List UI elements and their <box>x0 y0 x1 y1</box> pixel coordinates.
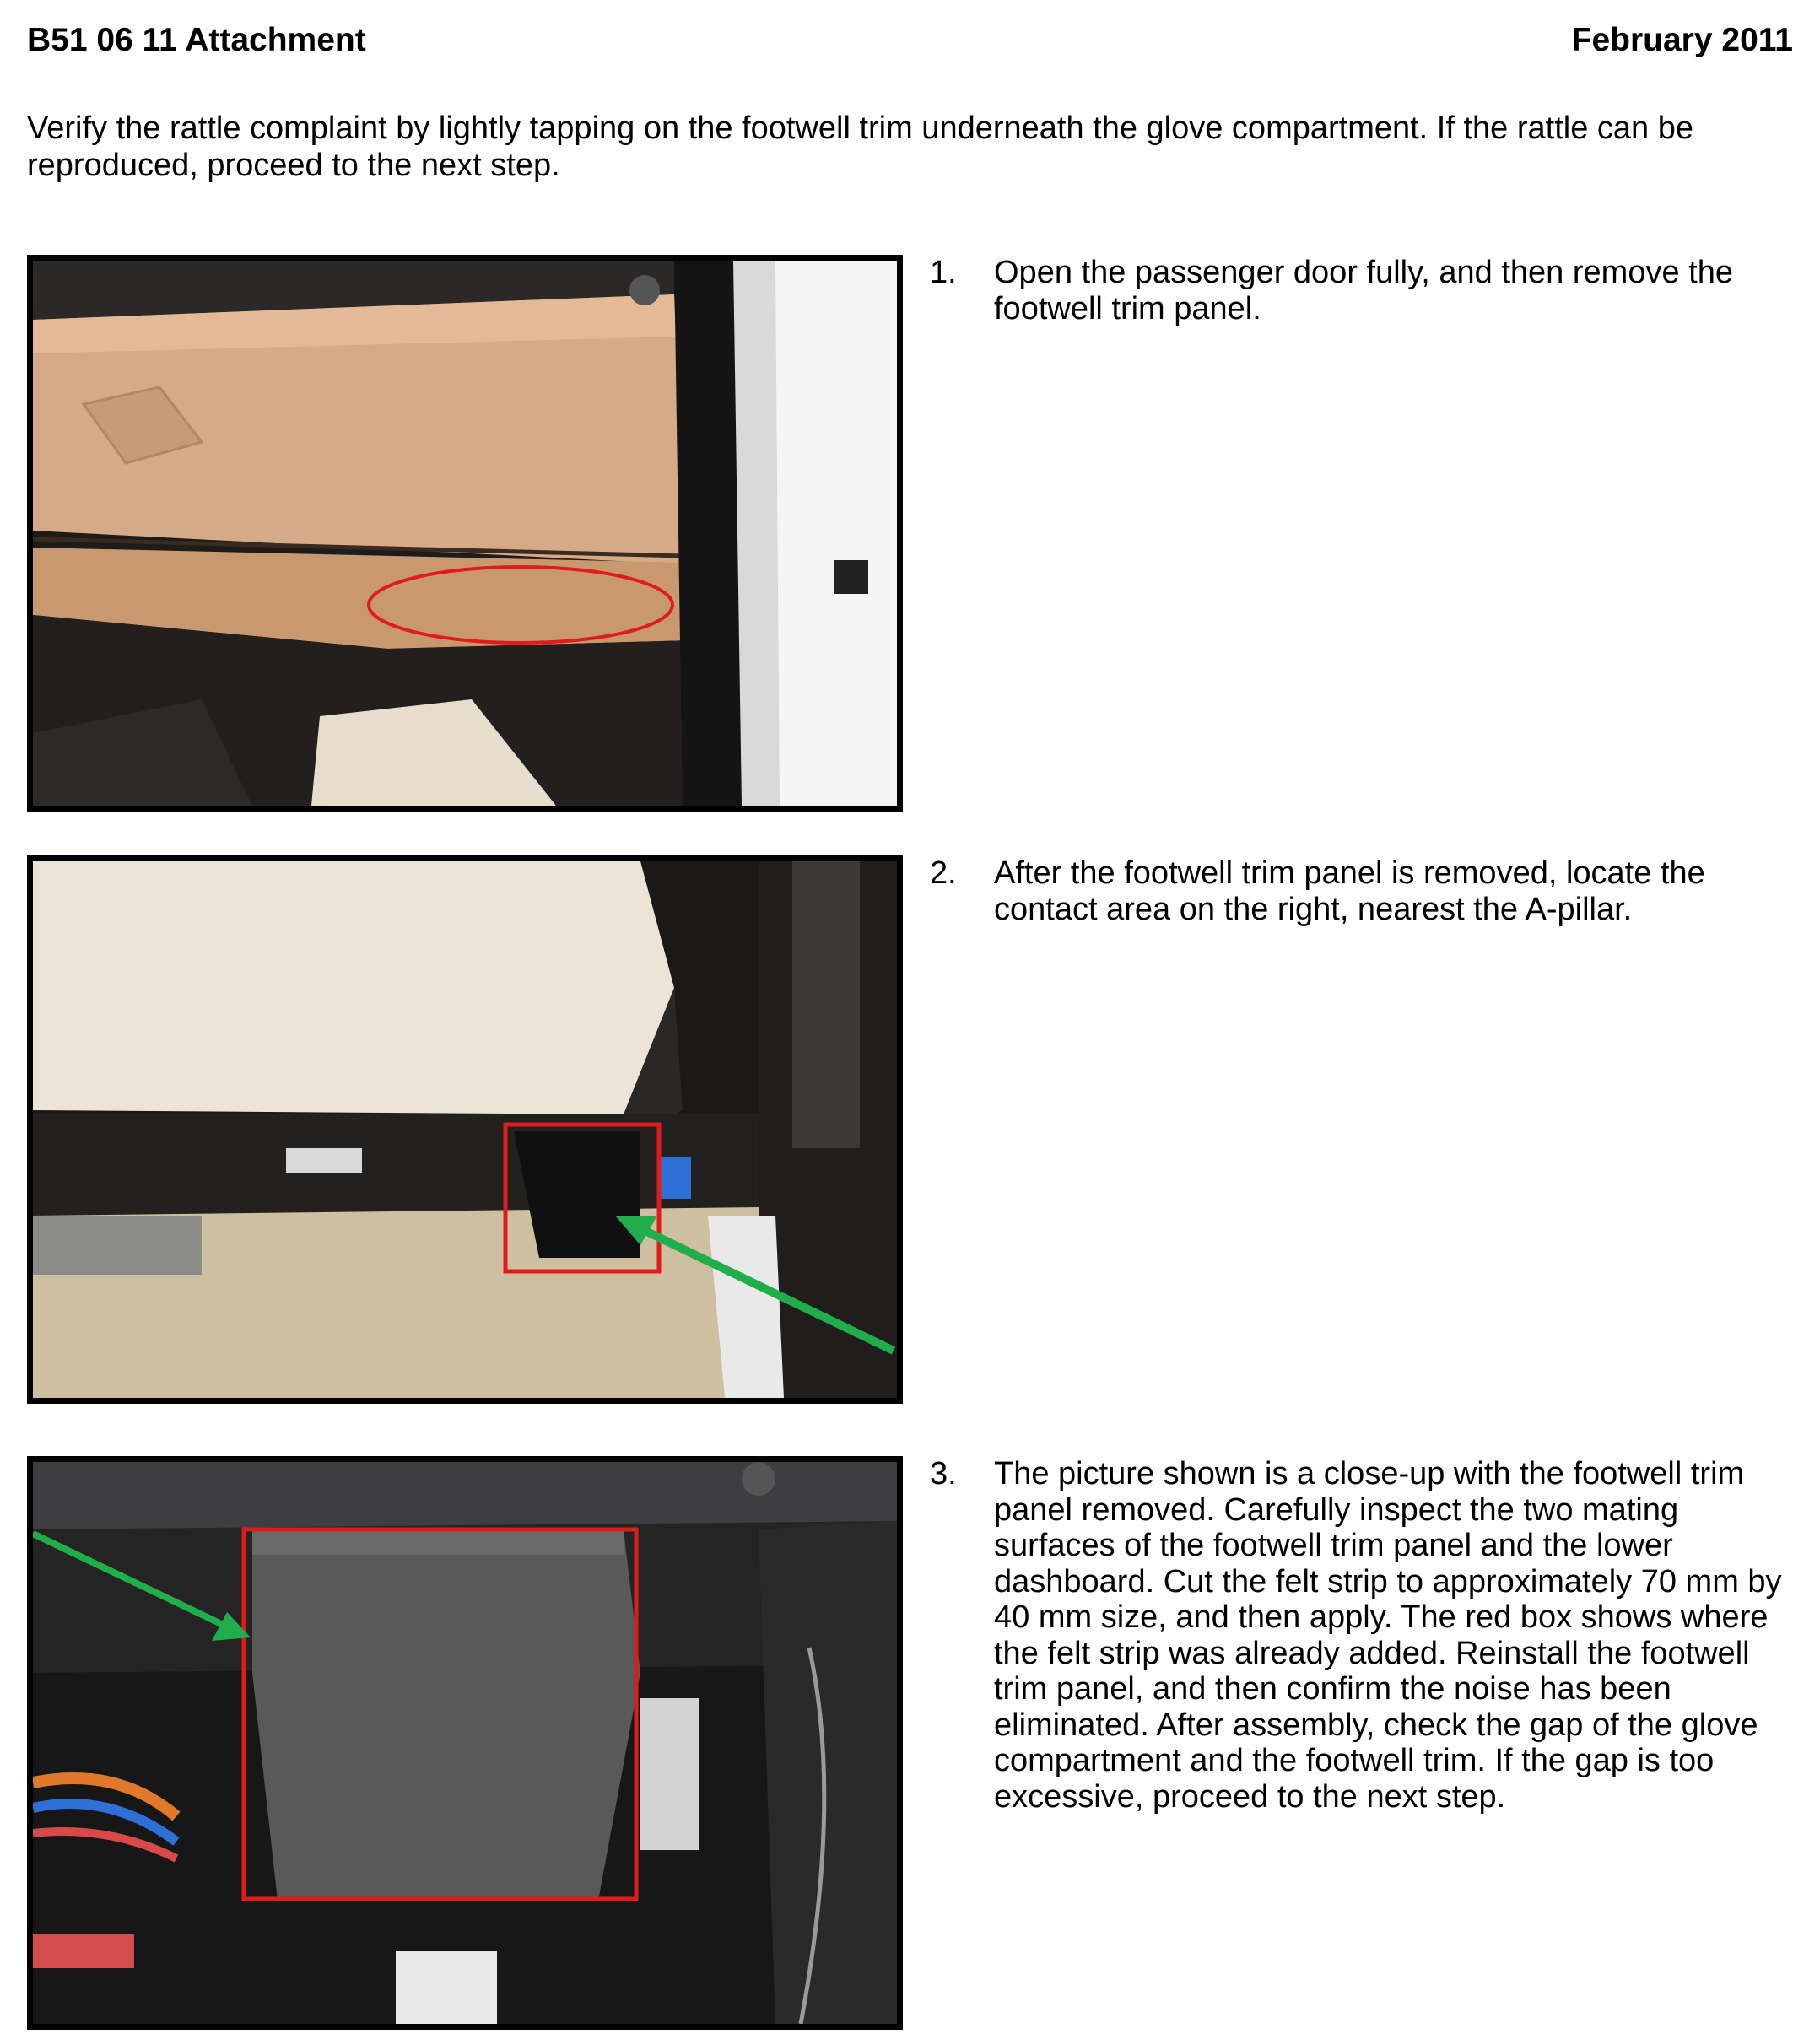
photo-glove-compartment-illustration <box>33 261 897 806</box>
photo-felt-strip <box>27 1456 903 2030</box>
photo-glove-compartment <box>27 255 903 812</box>
intro-paragraph: Verify the rattle complaint by lightly tapping on the footwell trim underneath the glove compartment. If the rattle can be reproduced, proceed to the next step. <box>27 111 1693 183</box>
step-3-text: The picture shown is a close-up with the footwell trim panel removed. Carefully inspect the two mating surfaces of the footwell trim panel and the lower dashboard. Cut the felt strip to approximately 70 mm by 40 mm size, and then apply. The red box shows where the felt strip was already added. Reinstall the footwell trim panel, and then confirm the noise has been eliminated. After assembly, check the gap of the glove compartment and the footwell trim. If the gap is too excessive, proceed to the next step. <box>994 1456 1782 1815</box>
document-date: February 2011 <box>1571 22 1793 58</box>
step-2 <box>930 855 1799 927</box>
document-id: B51 06 11 Attachment <box>27 22 366 58</box>
step-2-number: 2. <box>930 855 957 891</box>
photo-felt-strip-illustration <box>33 1462 897 2024</box>
step-2-text: After the footwell trim panel is removed, locate the contact area on the right, nearest the A-pillar. <box>994 855 1705 927</box>
photo-contact-area <box>27 855 903 1404</box>
step-1-number: 1. <box>930 255 957 290</box>
step-1-text: Open the passenger door fully, and then remove the footwell trim panel. <box>994 255 1733 326</box>
step-3 <box>930 1456 1799 1815</box>
photo-contact-area-illustration <box>33 861 897 1398</box>
step-1 <box>930 255 1799 326</box>
step-3-number: 3. <box>930 1456 957 1491</box>
